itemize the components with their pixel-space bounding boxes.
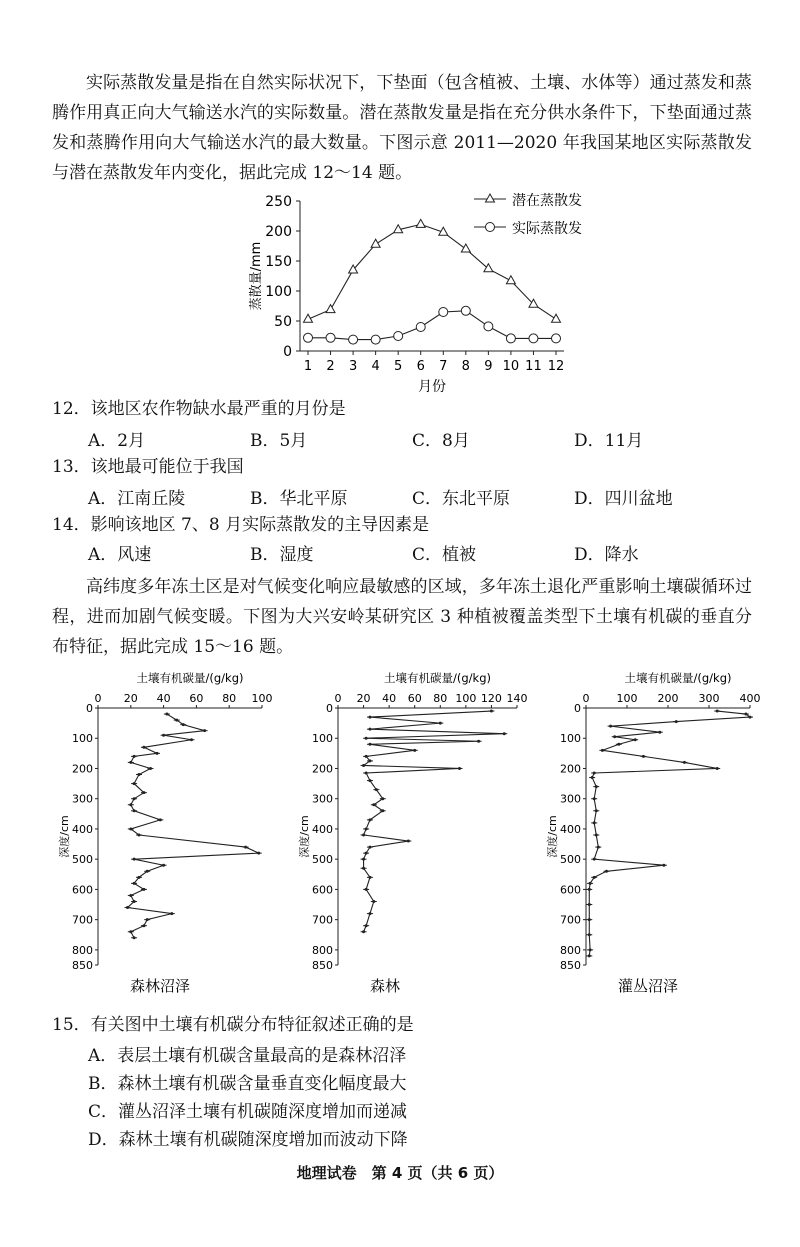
- carbon-point: [175, 719, 178, 722]
- carbon-point: [138, 876, 141, 879]
- y-tick-label: 500: [560, 853, 581, 867]
- y-tick-label: 800: [312, 943, 333, 957]
- x-tick-label: 40: [382, 692, 397, 705]
- carbon-point: [133, 858, 136, 861]
- carbon-point: [149, 767, 152, 770]
- x-tick-label: 0: [334, 692, 342, 705]
- q15-option-d[interactable]: D．森林土壤有机碳随深度增加而波动下降: [88, 1130, 408, 1150]
- legend-label: 实际蒸散发: [512, 221, 582, 237]
- carbon-point: [381, 797, 384, 800]
- carbon-point: [368, 846, 371, 849]
- x-tick-label: 2: [326, 359, 335, 374]
- carbon-point: [182, 723, 185, 726]
- potential-et-point: [484, 264, 493, 272]
- carbon-point: [589, 948, 592, 951]
- carbon-point: [716, 767, 719, 770]
- carbon-point: [142, 791, 145, 794]
- carbon-point: [146, 870, 149, 873]
- carbon-point: [593, 821, 596, 824]
- carbon-point: [133, 882, 136, 885]
- carbon-point: [595, 809, 598, 812]
- chart-caption: 灌丛沼泽: [618, 977, 679, 995]
- potential-et-point: [461, 244, 470, 252]
- soil-carbon-chart-shrub-swamp: [548, 668, 778, 998]
- y-tick-label: 850: [72, 959, 93, 972]
- y-tick-label: 100: [560, 732, 581, 746]
- y-tick-label: 850: [560, 959, 581, 972]
- carbon-point: [190, 738, 193, 741]
- carbon-point: [142, 924, 145, 927]
- carbon-point: [133, 755, 136, 758]
- y-tick-label: 0: [86, 702, 93, 715]
- q13-option-b[interactable]: B．华北平原: [250, 489, 348, 509]
- carbon-point: [439, 722, 442, 725]
- x-tick-label: 8: [461, 359, 470, 374]
- carbon-point: [362, 833, 365, 836]
- y-tick-label: 500: [312, 853, 333, 867]
- potential-et-point: [416, 219, 425, 227]
- q13-option-c[interactable]: C．东北平原: [412, 489, 511, 509]
- x-tick-label: 40: [156, 692, 171, 705]
- carbon-point: [133, 936, 136, 939]
- carbon-point: [591, 776, 594, 779]
- soil-carbon-chart-forest-swamp: [60, 668, 290, 998]
- carbon-point: [126, 906, 129, 909]
- carbon-point: [133, 900, 136, 903]
- y-tick-label: 850: [312, 959, 333, 972]
- legend-marker: [486, 194, 495, 202]
- actual-et-point: [326, 333, 335, 342]
- carbon-point: [605, 870, 608, 873]
- x-tick-label: 300: [698, 692, 720, 705]
- carbon-point: [588, 933, 591, 936]
- x-tick-label: 9: [484, 359, 493, 374]
- y-tick-label: 0: [574, 702, 581, 715]
- y-tick-label: 50: [274, 314, 292, 330]
- carbon-point: [146, 918, 149, 921]
- q14-option-c[interactable]: C．植被: [412, 545, 477, 565]
- y-tick-label: 600: [312, 883, 333, 897]
- x-tick-label: 5: [394, 359, 403, 374]
- carbon-point: [362, 930, 365, 933]
- carbon-point: [595, 785, 598, 788]
- carbon-point: [138, 833, 141, 836]
- x-tick-label: 100: [616, 692, 638, 705]
- actual-et-point: [552, 334, 561, 343]
- carbon-point: [368, 912, 371, 915]
- y-tick-label: 0: [326, 702, 333, 715]
- series-line-0: [308, 224, 556, 319]
- carbon-point: [129, 894, 132, 897]
- x-tick-label: 140: [506, 692, 528, 705]
- y-tick-label: 100: [312, 732, 333, 746]
- carbon-point: [593, 858, 596, 861]
- carbon-point: [609, 725, 612, 728]
- q12-option-c[interactable]: C．8月: [412, 431, 470, 451]
- carbon-point: [129, 803, 132, 806]
- carbon-profile-line: [364, 711, 505, 932]
- carbon-point: [589, 882, 592, 885]
- carbon-point: [593, 876, 596, 879]
- x-tick-label: 80: [433, 692, 448, 705]
- y-tick-label: 200: [312, 762, 333, 776]
- y-tick-label: 300: [560, 792, 581, 806]
- evapotranspiration-chart: [240, 185, 600, 395]
- carbon-point: [156, 752, 159, 755]
- x-tick-label: 80: [222, 692, 237, 705]
- y-tick-label: 100: [72, 732, 93, 746]
- potential-et-point: [371, 239, 380, 247]
- actual-et-point: [484, 322, 493, 331]
- carbon-point: [362, 858, 365, 861]
- carbon-point: [744, 713, 747, 716]
- carbon-point: [362, 764, 365, 767]
- series-line-1: [308, 311, 556, 340]
- y-tick-label: 700: [72, 913, 93, 927]
- actual-et-point: [394, 332, 403, 341]
- x-tick-label: 120: [480, 692, 502, 705]
- carbon-point: [662, 864, 665, 867]
- q15-option-a[interactable]: A．表层土壤有机碳含量最高的是森林沼泽: [88, 1046, 407, 1066]
- x-tick-label: 60: [189, 692, 204, 705]
- soil-carbon-chart-forest: [300, 668, 545, 998]
- legend-marker: [486, 223, 495, 232]
- carbon-point: [365, 737, 368, 740]
- y-tick-label: 300: [312, 792, 333, 806]
- carbon-point: [244, 846, 247, 849]
- carbon-point: [642, 755, 645, 758]
- x-tick-label: 100: [455, 692, 477, 705]
- actual-et-point: [506, 334, 515, 343]
- carbon-point: [477, 740, 480, 743]
- x-axis-title: 土壤有机碳量/(g/kg): [624, 671, 732, 685]
- question-13-options: [88, 484, 738, 509]
- carbon-point: [133, 782, 136, 785]
- q13-option-a[interactable]: A．江南丘陵: [88, 489, 186, 509]
- question-15-stem: 15．有关图中土壤有机碳分布特征叙述正确的是: [52, 1015, 414, 1035]
- carbon-point: [138, 773, 141, 776]
- carbon-point: [129, 827, 132, 830]
- carbon-point: [162, 864, 165, 867]
- carbon-point: [749, 716, 752, 719]
- carbon-point: [675, 720, 678, 723]
- y-tick-label: 200: [265, 224, 292, 240]
- passage-evapotranspiration: 实际蒸散发量是指在自然实际状况下，下垫面（包含植被、土壤、水体等）通过蒸发和蒸腾作用真正向大气输送水汽的实际数量。潜在蒸散发量是指在充分供水条件下，下垫面通过蒸发和蒸腾作用向大气输送水汽的最大数量。下图示意 2011—2020 年我国某地区实际蒸散发与潜在蒸散发年内变化，据此完成 12～14 题。: [52, 73, 752, 183]
- carbon-point: [368, 759, 371, 762]
- page-footer: 地理试卷 第 4 页（共 6 页）: [296, 1164, 504, 1182]
- x-tick-label: 12: [547, 359, 565, 374]
- carbon-point: [593, 797, 596, 800]
- potential-et-point: [506, 276, 515, 284]
- x-tick-label: 100: [251, 692, 273, 705]
- chart-caption: 森林沼泽: [130, 977, 191, 995]
- carbon-point: [133, 797, 136, 800]
- carbon-point: [658, 731, 661, 734]
- q15-option-b[interactable]: B．森林土壤有机碳含量垂直变化幅度最大: [88, 1074, 407, 1094]
- carbon-point: [375, 788, 378, 791]
- carbon-point: [372, 900, 375, 903]
- carbon-point: [595, 833, 598, 836]
- potential-et-point: [552, 314, 561, 322]
- carbon-point: [601, 749, 604, 752]
- y-tick-label: 700: [560, 913, 581, 927]
- q12-option-b[interactable]: B．5月: [250, 431, 308, 451]
- y-axis-label: 深度/cm: [58, 815, 71, 858]
- carbon-point: [133, 809, 136, 812]
- carbon-point: [257, 852, 260, 855]
- y-tick-label: 600: [560, 883, 581, 897]
- y-tick-label: 150: [265, 254, 292, 270]
- x-tick-label: 7: [439, 359, 448, 374]
- x-tick-label: 11: [525, 359, 542, 374]
- actual-et-point: [461, 306, 470, 315]
- y-tick-label: 500: [72, 853, 93, 867]
- carbon-point: [593, 772, 596, 775]
- y-tick-label: 700: [312, 913, 333, 927]
- carbon-point: [365, 888, 368, 891]
- carbon-point: [372, 803, 375, 806]
- carbon-point: [362, 867, 365, 870]
- carbon-point: [159, 818, 162, 821]
- carbon-point: [142, 746, 145, 749]
- carbon-point: [503, 732, 506, 735]
- carbon-profile-line: [128, 714, 259, 938]
- carbon-point: [588, 918, 591, 921]
- carbon-point: [413, 749, 416, 752]
- q14-option-b[interactable]: B．湿度: [250, 545, 314, 565]
- x-tick-label: 20: [356, 692, 371, 705]
- q14-option-d[interactable]: D．降水: [574, 545, 639, 565]
- passage-permafrost: 高纬度多年冻土区是对气候变化响应最敏感的区域，多年冻土退化严重影响土壤碳循环过程，进而加剧气候变暖。下图为大兴安岭某研究区 3 种植被覆盖类型下土壤有机碳的垂直分布特征，据此完成 15～16 题。: [52, 577, 752, 657]
- y-tick-label: 200: [560, 762, 581, 776]
- carbon-point: [368, 728, 371, 731]
- carbon-point: [458, 767, 461, 770]
- y-tick-label: 100: [265, 284, 292, 300]
- actual-et-point: [416, 323, 425, 332]
- y-tick-label: 200: [72, 762, 93, 776]
- carbon-point: [617, 743, 620, 746]
- y-axis-label: 蒸散量/mm: [249, 241, 264, 311]
- actual-et-point: [371, 335, 380, 344]
- carbon-point: [407, 840, 410, 843]
- potential-et-point: [326, 305, 335, 313]
- x-tick-label: 0: [582, 692, 590, 705]
- actual-et-point: [304, 333, 313, 342]
- carbon-point: [162, 734, 165, 737]
- carbon-point: [203, 729, 206, 732]
- x-tick-label: 6: [416, 359, 425, 374]
- q12-option-a[interactable]: A．2月: [88, 431, 146, 451]
- x-axis-title: 土壤有机碳量/(g/kg): [136, 671, 244, 685]
- x-tick-label: 10: [502, 359, 520, 374]
- x-tick-label: 0: [94, 692, 102, 705]
- question-12-stem: 12．该地区农作物缺水最严重的月份是: [52, 399, 346, 419]
- q15-option-c[interactable]: C．灌丛沼泽土壤有机碳随深度增加而递减: [88, 1102, 408, 1122]
- carbon-point: [165, 713, 168, 716]
- carbon-point: [588, 903, 591, 906]
- carbon-profile-line: [589, 711, 750, 956]
- carbon-point: [365, 827, 368, 830]
- x-tick-label: 3: [348, 359, 358, 374]
- carbon-point: [588, 954, 591, 957]
- carbon-point: [365, 924, 368, 927]
- question-13-stem: 13．该地最可能位于我国: [52, 457, 244, 477]
- y-tick-label: 400: [72, 822, 93, 836]
- y-axis-label: 深度/cm: [546, 815, 559, 858]
- carbon-point: [490, 710, 493, 713]
- y-tick-label: 400: [312, 822, 333, 836]
- q14-option-a[interactable]: A．风速: [88, 545, 152, 565]
- y-tick-label: 800: [72, 943, 93, 957]
- carbon-point: [368, 779, 371, 782]
- question-14-options: [88, 540, 738, 565]
- carbon-point: [142, 888, 145, 891]
- question-14-stem: 14．影响该地区 7、8 月实际蒸散发的主导因素是: [52, 515, 430, 535]
- y-tick-label: 400: [560, 822, 581, 836]
- carbon-point: [129, 930, 132, 933]
- carbon-point: [365, 755, 368, 758]
- chart-caption: 森林: [370, 977, 401, 995]
- carbon-point: [381, 809, 384, 812]
- carbon-point: [716, 710, 719, 713]
- carbon-point: [683, 761, 686, 764]
- carbon-point: [129, 761, 132, 764]
- carbon-point: [365, 852, 368, 855]
- actual-et-point: [529, 334, 538, 343]
- x-tick-label: 400: [739, 692, 761, 705]
- question-12-options: [88, 426, 738, 451]
- x-axis-title: 土壤有机碳量/(g/kg): [384, 671, 491, 685]
- y-tick-label: 600: [72, 883, 93, 897]
- x-tick-label: 200: [657, 692, 679, 705]
- y-tick-label: 0: [283, 344, 292, 360]
- actual-et-point: [439, 308, 448, 317]
- carbon-point: [588, 888, 591, 891]
- q13-option-d[interactable]: D．四川盆地: [574, 489, 673, 509]
- x-tick-label: 60: [407, 692, 422, 705]
- carbon-point: [368, 818, 371, 821]
- carbon-point: [365, 772, 368, 775]
- carbon-point: [597, 846, 600, 849]
- carbon-point: [368, 743, 371, 746]
- y-axis-label: 深度/cm: [298, 815, 311, 858]
- carbon-point: [368, 876, 371, 879]
- q12-option-d[interactable]: D．11月: [574, 431, 644, 451]
- x-tick-label: 20: [123, 692, 138, 705]
- y-tick-label: 250: [265, 194, 292, 210]
- carbon-point: [634, 738, 637, 741]
- legend-label: 潜在蒸散发: [512, 193, 582, 209]
- x-axis-label: 月份: [418, 379, 446, 395]
- y-tick-label: 300: [72, 792, 93, 806]
- actual-et-point: [349, 335, 358, 344]
- carbon-point: [368, 716, 371, 719]
- x-tick-label: 1: [303, 359, 313, 374]
- carbon-point: [170, 912, 173, 915]
- x-tick-label: 4: [371, 359, 380, 374]
- y-tick-label: 800: [560, 943, 581, 957]
- carbon-point: [613, 735, 616, 738]
